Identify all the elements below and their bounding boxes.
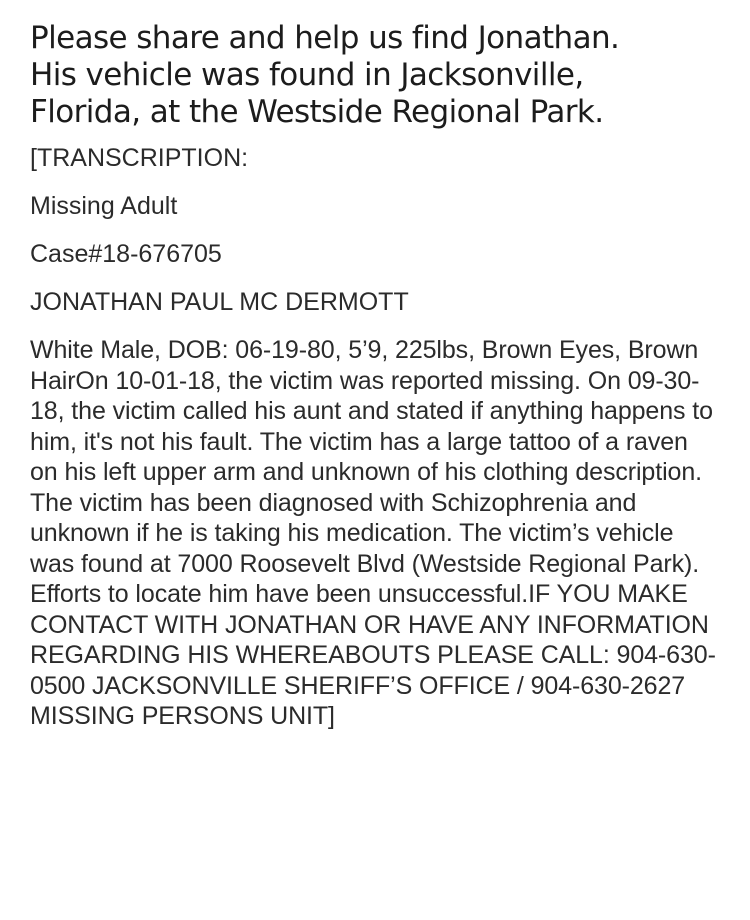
- case-number-text: Case#18-676705: [30, 240, 222, 268]
- category-text: Missing Adult: [30, 192, 178, 220]
- person-name-text: JONATHAN PAUL MC DERMOTT: [30, 288, 409, 316]
- post-body: [30, 143, 722, 732]
- transcription-label: [TRANSCRIPTION:: [30, 144, 249, 172]
- case-details-paragraph: White Male, DOB: 06-19-80, 5’9, 225lbs, Brown Eyes, Brown HairOn 10-01-18, the victim was reported missing. On 09-30-18, the victim called his aunt and stated if anything happens to him, it's not his fault. The victim has a large tattoo of a raven on his left upper arm and unknown of his clothing description. The victim has been diagnosed with Schizophrenia and unknown if he is taking his medication. The victim’s vehicle was found at 7000 Roosevelt Blvd (Westside Regional Park). Efforts to locate him have been unsuccessful.IF YOU MAKE CONTACT WITH JONATHAN OR HAVE ANY INFORMATION REGARDING HIS WHEREABOUTS PLEASE CALL: 904-630-0500 JACKSONVILLE SHERIFF’S OFFICE / 904-630-2627 MISSING PERSONS UNIT]: [30, 336, 716, 730]
- post-headline: Please share and help us find Jonathan. His vehicle was found in Jacksonville, Florida, at the Westside Regional Park.: [30, 20, 620, 130]
